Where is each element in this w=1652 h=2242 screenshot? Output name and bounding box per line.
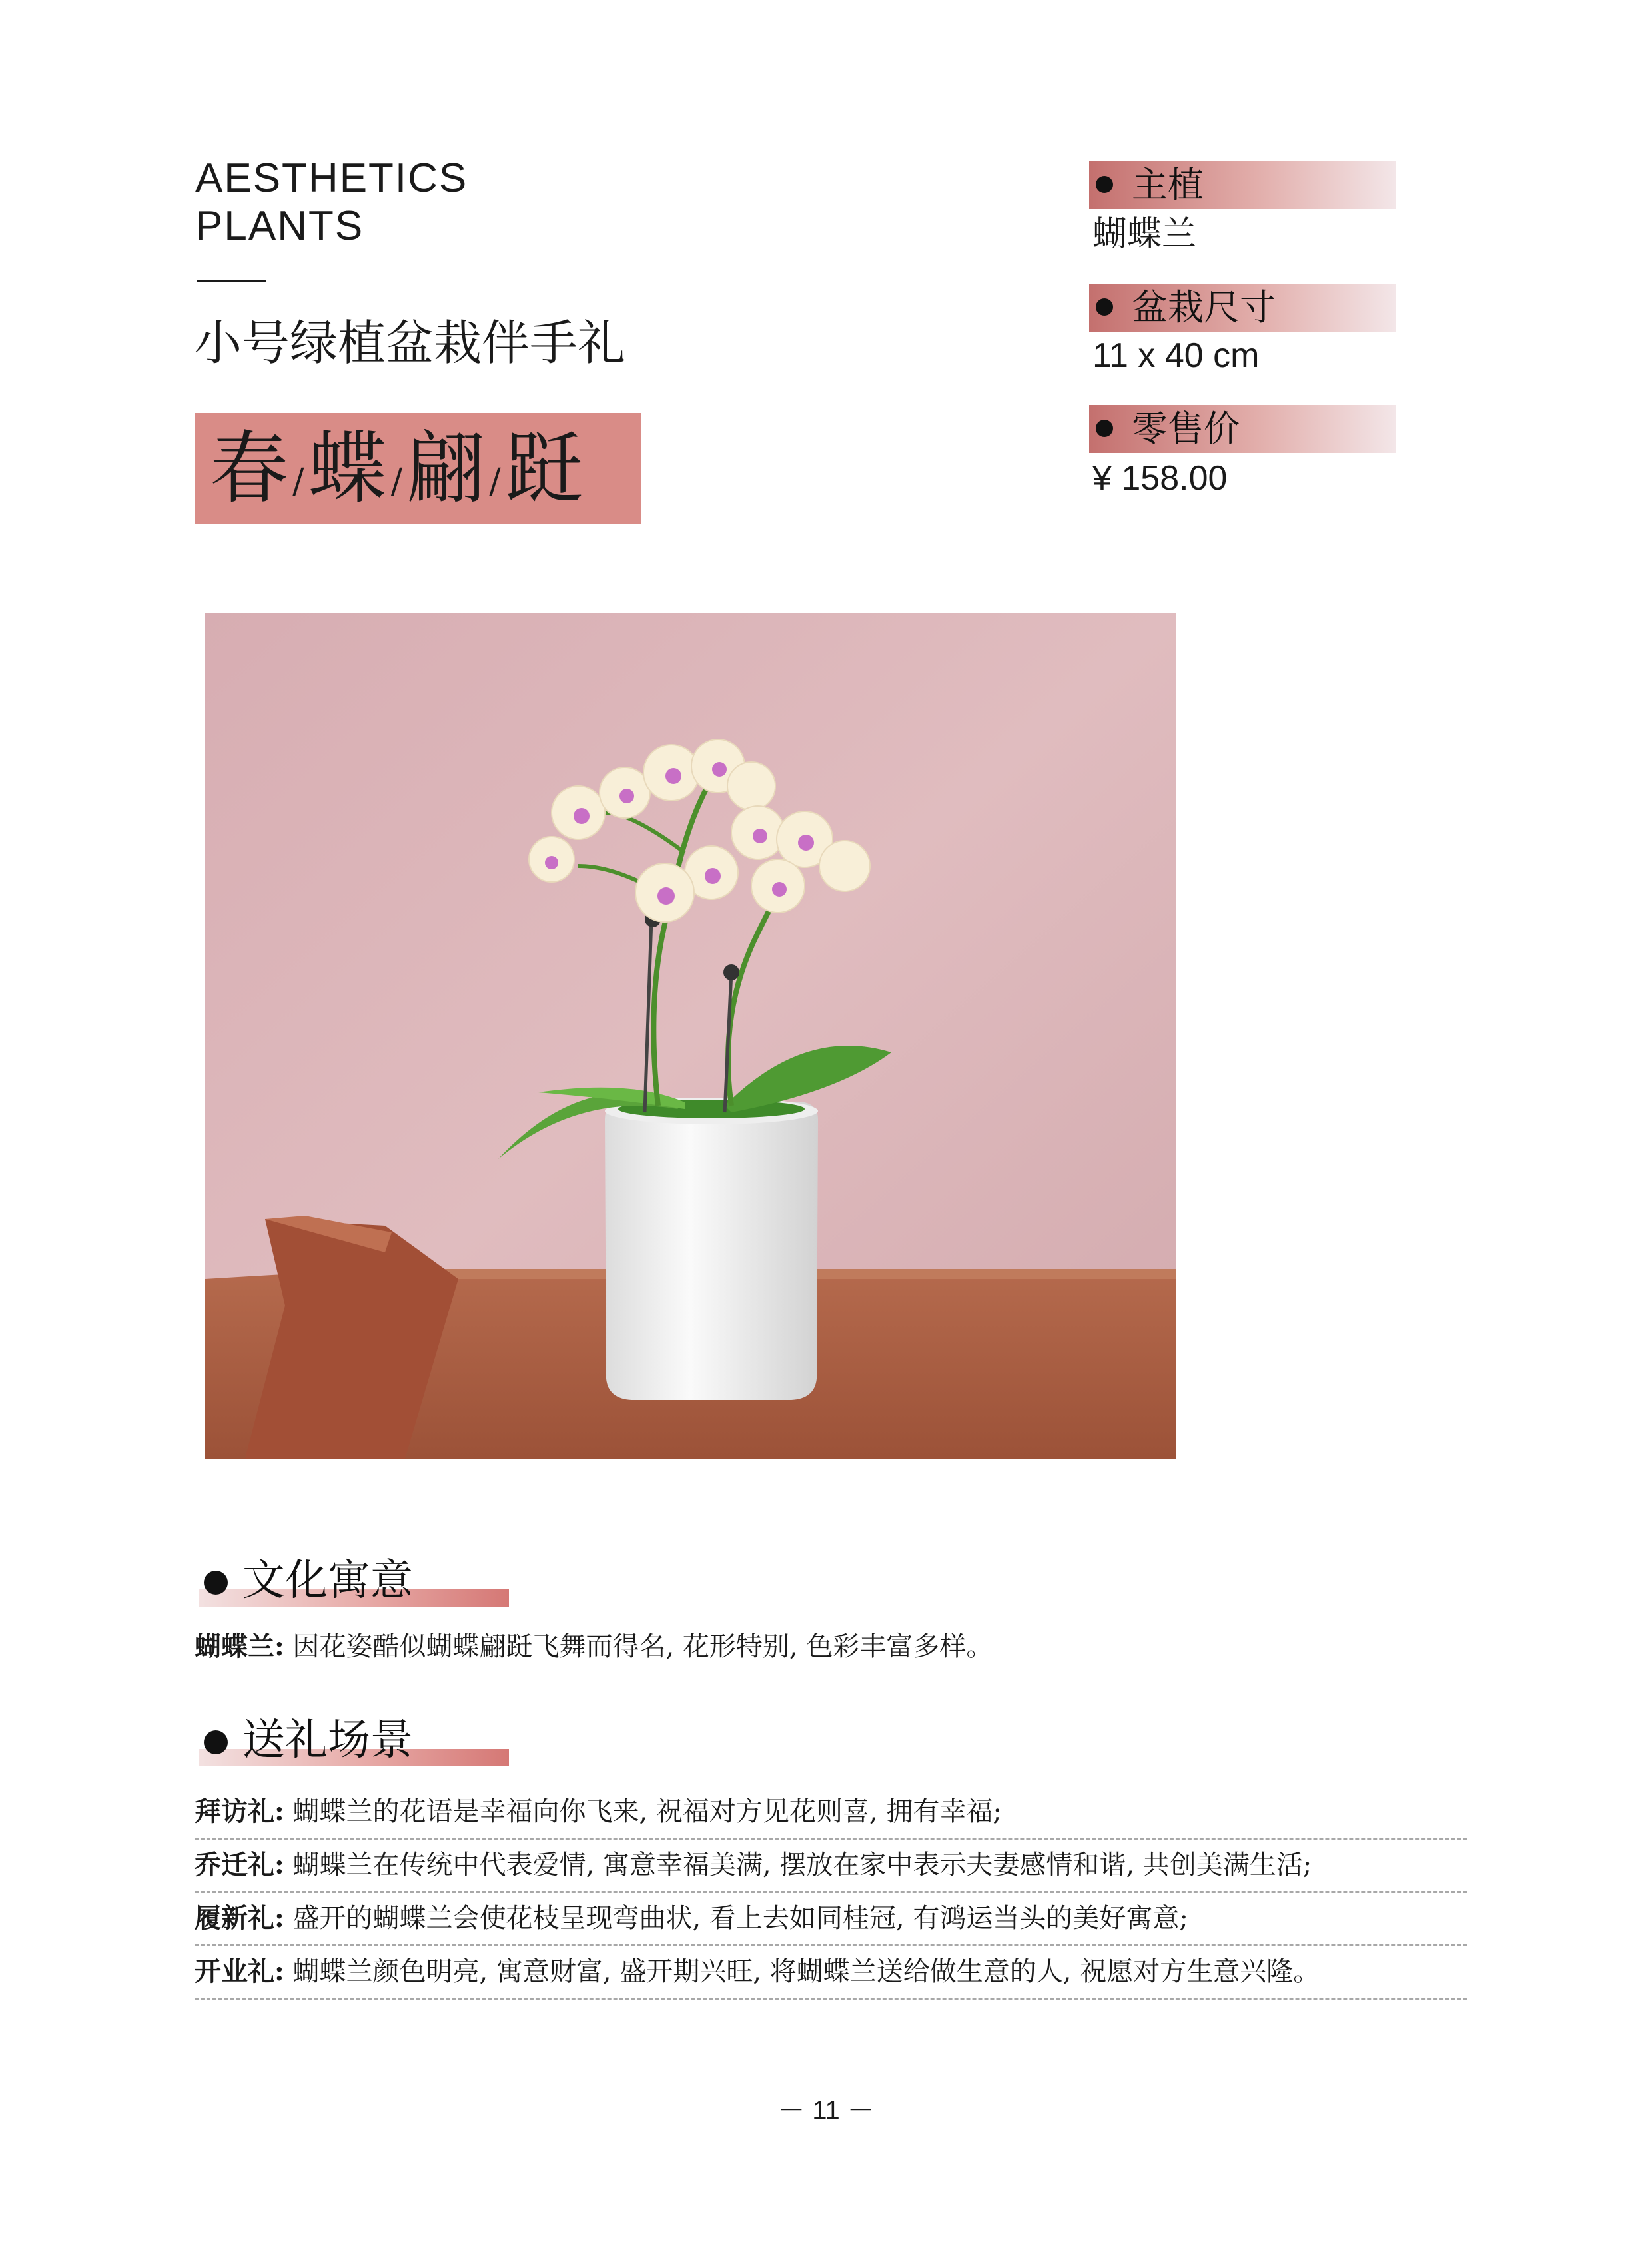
gift-title: 送礼场景: [242, 1716, 413, 1765]
gift-scene-term: 拜访礼:: [195, 1796, 284, 1827]
name-separator: /: [489, 462, 501, 502]
name-separator: /: [390, 462, 403, 502]
gift-scene-item: [195, 1893, 1467, 1946]
title-rule: [197, 280, 266, 282]
culture-title: 文化寓意: [242, 1556, 413, 1605]
gift-scene-text: 蝴蝶兰在传统中代表爱情, 寓意幸福美满, 摆放在家中表示夫妻感情和谐, 共创美满生活;: [284, 1850, 1312, 1880]
culture-term: 蝴蝶兰:: [195, 1631, 284, 1662]
price-value: ¥ 158.00: [1092, 459, 1228, 498]
gift-scene-item: [195, 1786, 1467, 1840]
size-label: 盆栽尺寸: [1132, 286, 1276, 328]
bullet-icon: [204, 1571, 228, 1595]
size-label-bar: [1089, 284, 1396, 332]
product-subtitle: 小号绿植盆栽伴手礼: [194, 315, 626, 371]
main-plant-value: 蝴蝶兰: [1092, 214, 1197, 254]
gift-section-header: [199, 1712, 512, 1772]
name-char-1: 春: [210, 422, 289, 514]
bullet-icon: [1096, 176, 1113, 193]
bullet-icon: [1096, 420, 1113, 437]
brand-title-en: [195, 155, 468, 250]
brand-title-line1: AESTHETICS: [195, 155, 468, 201]
price-label: 零售价: [1132, 408, 1240, 450]
gift-scene-text: 蝴蝶兰的花语是幸福向你飞来, 祝福对方见花则喜, 拥有幸福;: [284, 1796, 1002, 1827]
gift-scene-text: 盛开的蝴蝶兰会使花枝呈现弯曲状, 看上去如同桂冠, 有鸿运当头的美好寓意;: [284, 1903, 1188, 1934]
main-plant-label-bar: [1089, 161, 1396, 209]
page-number: － 11 －: [778, 2096, 874, 2125]
price-label-bar: [1089, 405, 1396, 453]
culture-text: 因花姿酷似蝴蝶翩跹飞舞而得名, 花形特别, 色彩丰富多样。: [284, 1631, 993, 1662]
bullet-icon: [1096, 298, 1113, 316]
name-char-2: 蝶: [308, 422, 387, 514]
brand-title-line2: PLANTS: [195, 203, 364, 249]
name-separator: /: [292, 462, 304, 502]
gift-scene-term: 开业礼:: [195, 1956, 284, 1987]
gift-scene-text: 蝴蝶兰颜色明亮, 寓意财富, 盛开期兴旺, 将蝴蝶兰送给做生意的人, 祝愿对方生意兴隆。: [284, 1956, 1320, 1987]
culture-section-header: [199, 1552, 512, 1612]
gift-scene-item: [195, 1946, 1467, 2000]
bullet-icon: [204, 1730, 228, 1754]
main-plant-label: 主植: [1132, 164, 1204, 206]
gift-scene-term: 乔迁礼:: [195, 1849, 284, 1880]
name-char-3: 翩: [406, 422, 486, 514]
gift-scene-item: [195, 1840, 1467, 1893]
product-name-banner: [195, 413, 641, 524]
culture-description: [195, 1627, 993, 1667]
name-char-4: 跹: [504, 422, 584, 514]
product-photo: [205, 613, 1176, 1459]
gift-scene-term: 履新礼:: [195, 1902, 284, 1934]
size-value: 11 x 40 cm: [1092, 336, 1260, 375]
